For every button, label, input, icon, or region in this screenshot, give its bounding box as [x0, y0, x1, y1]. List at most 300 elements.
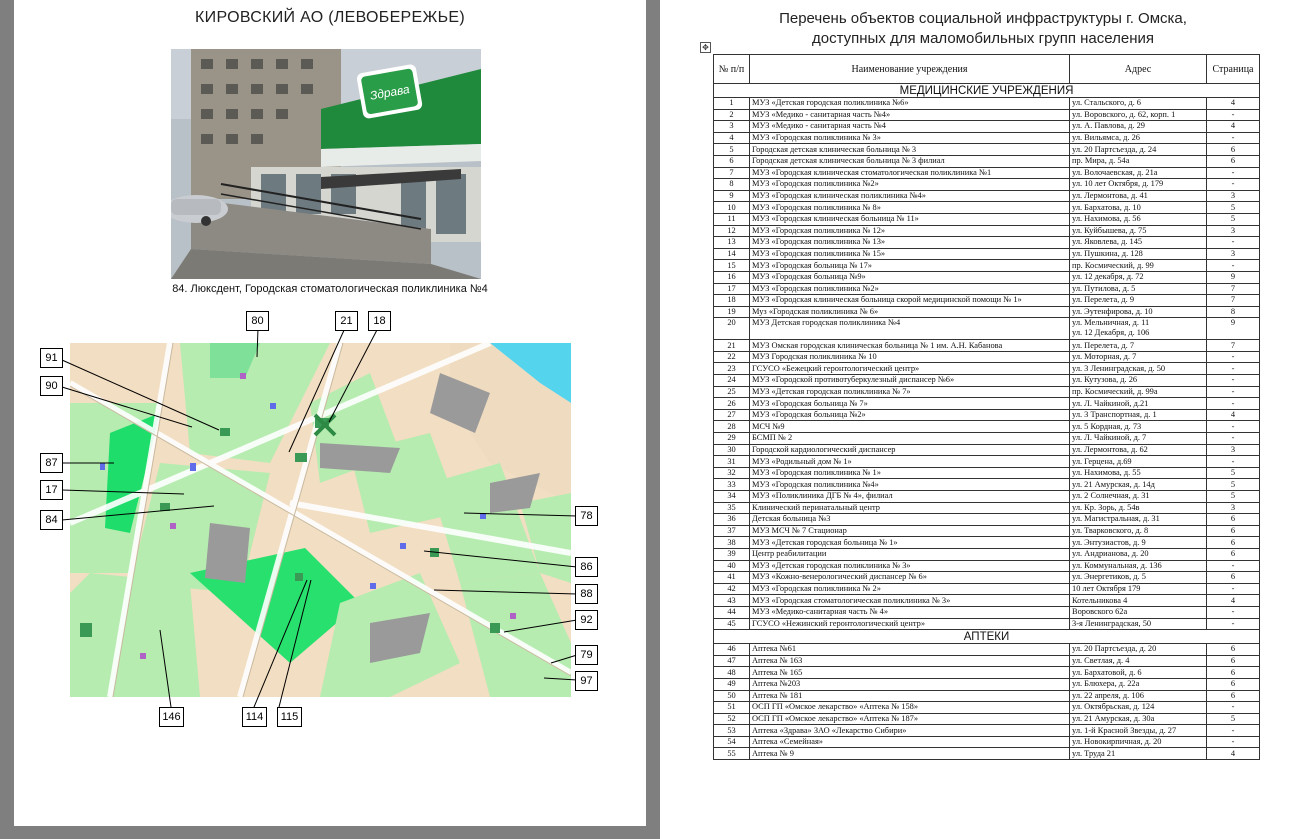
table-row — [714, 583, 1260, 595]
table-row — [714, 202, 1260, 214]
table-row — [714, 514, 1260, 526]
page-ref: 5 — [1207, 202, 1260, 214]
facility-name: МУЗ «Городская клиническая стоматологическая поликлиника №1 — [750, 167, 1070, 179]
caption-text: 84. Люксдент, Городская стоматологическая поликлиника №4 — [172, 283, 488, 295]
row-number: 49 — [714, 678, 750, 690]
facility-address: ул. Светлая, д. 4 — [1070, 655, 1207, 667]
facility-address: ул. Л. Чайкиной, д. 7 — [1070, 433, 1207, 445]
facility-name: МУЗ «Медико - санитарная часть №4» — [750, 109, 1070, 121]
row-number: 3 — [714, 121, 750, 133]
page-ref: - — [1207, 363, 1260, 375]
facility-address: ул. Кр. Зорь, д. 54в — [1070, 502, 1207, 514]
table-row — [714, 502, 1260, 514]
facility-name: МУЗ «Городская поликлиника №2» — [750, 179, 1070, 191]
callout-115: 115 — [277, 707, 302, 727]
row-number: 25 — [714, 386, 750, 398]
facility-address: ул. 1-й Красной Звезды, д. 27 — [1070, 725, 1207, 737]
facility-name: МУЗ «Поликлиника ДГБ № 4», филиал — [750, 491, 1070, 503]
callout-146: 146 — [159, 707, 184, 727]
facility-name: МУЗ «Городская поликлиника № 1» — [750, 467, 1070, 479]
page-ref: 6 — [1207, 144, 1260, 156]
page-ref: 6 — [1207, 678, 1260, 690]
row-number: 2 — [714, 109, 750, 121]
facility-name: Муз «Городская поликлиника № 6» — [750, 306, 1070, 318]
row-number: 34 — [714, 491, 750, 503]
page-ref: 6 — [1207, 525, 1260, 537]
table-row — [714, 318, 1260, 340]
page-ref: 6 — [1207, 644, 1260, 656]
facility-address: ул. Герцена, д.69 — [1070, 456, 1207, 468]
row-number: 15 — [714, 260, 750, 272]
facility-address: пр. Мира, д. 54а — [1070, 155, 1207, 167]
page-ref: 9 — [1207, 271, 1260, 283]
row-number: 17 — [714, 283, 750, 295]
page-ref: 3 — [1207, 502, 1260, 514]
facility-name: МУЗ Детская городская поликлиника №4 — [750, 318, 1070, 340]
callout-78: 78 — [575, 506, 598, 526]
facility-name: Аптека № 165 — [750, 667, 1070, 679]
facility-name: Аптека «Семейная» — [750, 736, 1070, 748]
table-row — [714, 713, 1260, 725]
table-row — [714, 155, 1260, 167]
facility-name: МУЗ «Городская поликлиника № 3» — [750, 132, 1070, 144]
facility-name: Аптека «Здрава» ЗАО «Лекарство Сибири» — [750, 725, 1070, 737]
facility-address: ул. Кутузова, д. 26 — [1070, 375, 1207, 387]
row-number: 8 — [714, 179, 750, 191]
row-number: 55 — [714, 748, 750, 760]
row-number: 52 — [714, 713, 750, 725]
facility-address-line: ул. Мельничная, д. 11 — [1072, 318, 1150, 328]
row-number: 45 — [714, 618, 750, 630]
page-ref: 3 — [1207, 248, 1260, 260]
facility-name: МУЗ «Медико-санитарная часть № 4» — [750, 606, 1070, 618]
facility-address — [1070, 318, 1207, 340]
list-title-line1: Перечень объектов социальной инфраструктуры г. Омска, — [779, 10, 1187, 27]
page-ref: 4 — [1207, 748, 1260, 760]
row-number: 48 — [714, 667, 750, 679]
row-number: 36 — [714, 514, 750, 526]
callout-79: 79 — [575, 645, 598, 665]
page-ref: 4 — [1207, 409, 1260, 421]
page-ref: 3 — [1207, 444, 1260, 456]
facility-name: Аптека №61 — [750, 644, 1070, 656]
table-row — [714, 398, 1260, 410]
page-ref: - — [1207, 433, 1260, 445]
facility-address: ул. Вильямса, д. 26 — [1070, 132, 1207, 144]
facility-address: ул. Бархатовой, д. 6 — [1070, 667, 1207, 679]
facility-name: МУЗ «Детская городская поликлиника № 3» — [750, 560, 1070, 572]
page-ref: - — [1207, 456, 1260, 468]
facility-name: Аптека № 181 — [750, 690, 1070, 702]
section-medical-label: МЕДИЦИНСКИЕ УЧРЕЖДЕНИЯ — [714, 84, 1260, 98]
facility-address: Воровского 62а — [1070, 606, 1207, 618]
row-number: 28 — [714, 421, 750, 433]
row-number: 50 — [714, 690, 750, 702]
row-number: 51 — [714, 702, 750, 714]
facility-name: МУЗ «Городская стоматологическая поликлиника № 3» — [750, 595, 1070, 607]
row-number: 9 — [714, 190, 750, 202]
row-number: 53 — [714, 725, 750, 737]
facility-name: МУЗ «Городская клиническая больница № 11» — [750, 213, 1070, 225]
page-ref: - — [1207, 375, 1260, 387]
facility-address: ул. Яковлева, д. 145 — [1070, 237, 1207, 249]
table-row — [714, 606, 1260, 618]
facility-address: ул. Новокирпичная, д. 20 — [1070, 736, 1207, 748]
facility-name: МУЗ «Кожно-венерологический диспансер № 6» — [750, 572, 1070, 584]
row-number: 4 — [714, 132, 750, 144]
callout-88: 88 — [575, 584, 598, 604]
row-number: 40 — [714, 560, 750, 572]
row-number: 46 — [714, 644, 750, 656]
table-row — [714, 409, 1260, 421]
facility-name: МУЗ «Городская больница №2» — [750, 409, 1070, 421]
facility-address: ул. Путилова, д. 5 — [1070, 283, 1207, 295]
table-row — [714, 179, 1260, 191]
facility-name: МУЗ Омская городская клиническая больница № 1 им. А.Н. Кабанова — [750, 340, 1070, 352]
facility-name: МУЗ «Городская поликлиника № 2» — [750, 583, 1070, 595]
facility-address: ул. Тварковского, д. 8 — [1070, 525, 1207, 537]
callout-86: 86 — [575, 557, 598, 577]
facility-name: ГСУСО «Бежецкий геронтологический центр» — [750, 363, 1070, 375]
facility-address: ул. Волочаевская, д. 21а — [1070, 167, 1207, 179]
row-number: 44 — [714, 606, 750, 618]
table-row — [714, 421, 1260, 433]
facility-address: ул. 5 Кордная, д. 73 — [1070, 421, 1207, 433]
document-page-left — [14, 0, 646, 826]
row-number: 13 — [714, 237, 750, 249]
callout-114: 114 — [242, 707, 267, 727]
table-row — [714, 132, 1260, 144]
district-map[interactable] — [70, 343, 571, 697]
row-number: 11 — [714, 213, 750, 225]
row-number: 31 — [714, 456, 750, 468]
table-row — [714, 225, 1260, 237]
page-ref: 6 — [1207, 548, 1260, 560]
table-row — [714, 548, 1260, 560]
facility-name: Клинический перинатальный центр — [750, 502, 1070, 514]
table-row — [714, 444, 1260, 456]
row-number: 43 — [714, 595, 750, 607]
table-row — [714, 433, 1260, 445]
table-row — [714, 375, 1260, 387]
facility-name: МУЗ «Городская поликлиника № 13» — [750, 237, 1070, 249]
facility-name: МУЗ «Детская городская больница № 1» — [750, 537, 1070, 549]
facility-name: Городской кардиологический диспансер — [750, 444, 1070, 456]
table-row — [714, 525, 1260, 537]
table-row — [714, 306, 1260, 318]
table-row — [714, 340, 1260, 352]
section-row-pharmacy — [714, 630, 1260, 644]
facility-address: ул. Нахимова, д. 56 — [1070, 213, 1207, 225]
table-row — [714, 351, 1260, 363]
row-number: 42 — [714, 583, 750, 595]
row-number: 35 — [714, 502, 750, 514]
table-row — [714, 213, 1260, 225]
table-row — [714, 537, 1260, 549]
facility-name: Городская детская клиническая больница № 3 филиал — [750, 155, 1070, 167]
page-ref: 6 — [1207, 572, 1260, 584]
row-number: 14 — [714, 248, 750, 260]
facilities-table — [713, 54, 1260, 760]
callout-92: 92 — [575, 610, 598, 630]
page-ref: 6 — [1207, 690, 1260, 702]
table-row — [714, 618, 1260, 630]
page-ref: - — [1207, 618, 1260, 630]
facility-address: ул. Андрианова, д. 20 — [1070, 548, 1207, 560]
row-number: 39 — [714, 548, 750, 560]
facility-name: МУЗ «Детская городская поликлиника № 7» — [750, 386, 1070, 398]
page-ref: 5 — [1207, 479, 1260, 491]
row-number: 47 — [714, 655, 750, 667]
callout-80: 80 — [246, 311, 269, 331]
row-number: 6 — [714, 155, 750, 167]
page-ref: 4 — [1207, 98, 1260, 110]
facility-address: ул. Пушкина, д. 128 — [1070, 248, 1207, 260]
facility-address: пр. Космический, д. 99а — [1070, 386, 1207, 398]
facility-name: ГСУСО «Нежинский геронтологический центр» — [750, 618, 1070, 630]
page-ref: 6 — [1207, 514, 1260, 526]
row-number: 24 — [714, 375, 750, 387]
row-number: 21 — [714, 340, 750, 352]
table-row — [714, 690, 1260, 702]
facility-address: ул. Лермонтова, д. 41 — [1070, 190, 1207, 202]
clinic-photo — [171, 49, 481, 279]
facility-name: МУЗ «Городской противотуберкулезный диспансер №6» — [750, 375, 1070, 387]
facility-name: Аптека № 163 — [750, 655, 1070, 667]
row-number: 16 — [714, 271, 750, 283]
callout-97: 97 — [575, 671, 598, 691]
facility-address: ул. Труда 21 — [1070, 748, 1207, 760]
facility-address: ул. Л. Чайкиной, д.21 — [1070, 398, 1207, 410]
facility-address: ул. 22 апреля, д. 106 — [1070, 690, 1207, 702]
facility-name: БСМП № 2 — [750, 433, 1070, 445]
facility-name: Городская детская клиническая больница № 3 — [750, 144, 1070, 156]
row-number: 1 — [714, 98, 750, 110]
row-number: 30 — [714, 444, 750, 456]
facility-address: ул. А. Павлова, д. 29 — [1070, 121, 1207, 133]
facility-address: Котельникова 4 — [1070, 595, 1207, 607]
facility-address: ул. Лермонтова, д. 62 — [1070, 444, 1207, 456]
row-number: 54 — [714, 736, 750, 748]
callout-17: 17 — [40, 480, 63, 500]
table-row — [714, 363, 1260, 375]
facility-name: Центр реабилитации — [750, 548, 1070, 560]
row-number: 20 — [714, 318, 750, 340]
facility-address: ул. Энтузиастов, д. 9 — [1070, 537, 1207, 549]
facility-address: ул. Моторная, д. 7 — [1070, 351, 1207, 363]
table-row — [714, 702, 1260, 714]
callout-18: 18 — [368, 311, 391, 331]
page-ref: 5 — [1207, 713, 1260, 725]
row-number: 5 — [714, 144, 750, 156]
table-row — [714, 283, 1260, 295]
row-number: 10 — [714, 202, 750, 214]
table-row — [714, 595, 1260, 607]
row-number: 22 — [714, 351, 750, 363]
row-number: 7 — [714, 167, 750, 179]
facility-name: Детская больница №3 — [750, 514, 1070, 526]
page-ref: 4 — [1207, 121, 1260, 133]
col-header-page: Страница — [1207, 55, 1260, 84]
facility-address: ул. Воровского, д. 62, корп. 1 — [1070, 109, 1207, 121]
facility-address: ул. Эутенфирова, д. 10 — [1070, 306, 1207, 318]
table-row — [714, 667, 1260, 679]
page-ref: - — [1207, 132, 1260, 144]
facility-address: ул. Магистральная, д. 31 — [1070, 514, 1207, 526]
table-row — [714, 678, 1260, 690]
facility-address: ул. 20 Партсъезда, д. 24 — [1070, 144, 1207, 156]
facility-name: МУЗ «Родильный дом № 1» — [750, 456, 1070, 468]
table-row — [714, 98, 1260, 110]
page-ref: - — [1207, 260, 1260, 272]
page-ref: 3 — [1207, 190, 1260, 202]
table-row — [714, 748, 1260, 760]
callout-84: 84 — [40, 510, 63, 530]
row-number: 19 — [714, 306, 750, 318]
page-ref: - — [1207, 702, 1260, 714]
row-number: 41 — [714, 572, 750, 584]
facility-name: Аптека №203 — [750, 678, 1070, 690]
table-row — [714, 491, 1260, 503]
facility-name: ОСП ГП «Омское лекарство» «Аптека № 187» — [750, 713, 1070, 725]
table-row — [714, 109, 1260, 121]
page-ref: 5 — [1207, 213, 1260, 225]
page-ref: - — [1207, 398, 1260, 410]
table-row — [714, 479, 1260, 491]
callout-91: 91 — [40, 348, 63, 368]
facility-address: ул. Октябрьская, д. 124 — [1070, 702, 1207, 714]
page-ref: 7 — [1207, 295, 1260, 307]
document-page-right — [660, 0, 1306, 839]
photo-sign-text: Здрава — [368, 82, 411, 103]
facility-name: МУЗ «Городская больница №9» — [750, 271, 1070, 283]
facility-address: 3-я Ленинградская, 50 — [1070, 618, 1207, 630]
facility-name: МУЗ Городская поликлиника № 10 — [750, 351, 1070, 363]
row-number: 37 — [714, 525, 750, 537]
page-ref: - — [1207, 736, 1260, 748]
page-ref: - — [1207, 421, 1260, 433]
page-ref: - — [1207, 560, 1260, 572]
page-ref: 5 — [1207, 467, 1260, 479]
table-row — [714, 144, 1260, 156]
page-ref: - — [1207, 179, 1260, 191]
row-number: 23 — [714, 363, 750, 375]
facility-address-line: ул. 12 Декабря, д. 106 — [1072, 328, 1150, 338]
row-number: 18 — [714, 295, 750, 307]
facility-name: МУЗ «Городская поликлиника № 15» — [750, 248, 1070, 260]
facility-name: МУЗ «Городская поликлиника № 8» — [750, 202, 1070, 214]
row-number: 38 — [714, 537, 750, 549]
facility-address: пр. Космический, д. 99 — [1070, 260, 1207, 272]
table-row — [714, 237, 1260, 249]
table-row — [714, 260, 1260, 272]
facility-address: ул. 12 декабря, д. 72 — [1070, 271, 1207, 283]
page-ref: 7 — [1207, 340, 1260, 352]
table-row — [714, 644, 1260, 656]
table-row — [714, 190, 1260, 202]
page-ref: 9 — [1207, 318, 1260, 340]
table-row — [714, 736, 1260, 748]
facility-address: ул. Энергетиков, д. 5 — [1070, 572, 1207, 584]
page-ref: 4 — [1207, 595, 1260, 607]
facility-name: МСЧ №9 — [750, 421, 1070, 433]
table-row — [714, 295, 1260, 307]
page-ref: 6 — [1207, 155, 1260, 167]
facility-address: ул. 20 Партсъезда, д. 20 — [1070, 644, 1207, 656]
facility-name: Аптека № 9 — [750, 748, 1070, 760]
facility-address: ул. 3 Ленинградская, д. 50 — [1070, 363, 1207, 375]
facility-name: МУЗ МСЧ № 7 Стационар — [750, 525, 1070, 537]
table-row — [714, 560, 1260, 572]
list-title-line2: доступных для маломобильных групп населения — [811, 30, 1155, 47]
page-ref: 5 — [1207, 491, 1260, 503]
facility-address: ул. 2 Солнечная, д. 31 — [1070, 491, 1207, 503]
facility-address: ул. Перелета, д. 7 — [1070, 340, 1207, 352]
facility-name: МУЗ «Детская городская поликлиника №6» — [750, 98, 1070, 110]
page-ref: - — [1207, 725, 1260, 737]
table-row — [714, 248, 1260, 260]
facility-address: ул. Нахимова, д. 55 — [1070, 467, 1207, 479]
table-header-row — [714, 55, 1260, 84]
page-ref: 8 — [1207, 306, 1260, 318]
row-number: 26 — [714, 398, 750, 410]
photo-caption — [14, 283, 646, 295]
facility-name: МУЗ «Городская больница № 17» — [750, 260, 1070, 272]
section-pharmacy-label: АПТЕКИ — [714, 630, 1260, 644]
facility-address: ул. Коммунальная, д. 136 — [1070, 560, 1207, 572]
callout-90: 90 — [40, 376, 63, 396]
page-ref: - — [1207, 109, 1260, 121]
page-ref: - — [1207, 386, 1260, 398]
table-row — [714, 725, 1260, 737]
section-row-medical — [714, 84, 1260, 98]
facility-name: ОСП ГП «Омское лекарство» «Аптека № 158» — [750, 702, 1070, 714]
facility-address: ул. 10 лет Октября, д. 179 — [1070, 179, 1207, 191]
page-ref: - — [1207, 606, 1260, 618]
facility-address: ул. Бархатова, д. 10 — [1070, 202, 1207, 214]
list-title — [660, 9, 1306, 49]
row-number: 27 — [714, 409, 750, 421]
col-header-address: Адрес — [1070, 55, 1207, 84]
facility-name: МУЗ «Городская больница № 7» — [750, 398, 1070, 410]
callout-87: 87 — [40, 453, 63, 473]
facility-address: ул. 21 Амурская, д. 14д — [1070, 479, 1207, 491]
page-ref: - — [1207, 167, 1260, 179]
facility-name: МУЗ «Городская клиническая поликлиника №4» — [750, 190, 1070, 202]
facility-name: МУЗ «Городская поликлиника №2» — [750, 283, 1070, 295]
facility-address: ул. 3 Транспортная, д. 1 — [1070, 409, 1207, 421]
district-title: КИРОВСКИЙ АО (ЛЕВОБЕРЕЖЬЕ) — [195, 9, 465, 26]
page-ref: 6 — [1207, 655, 1260, 667]
col-header-name: Наименование учреждения — [750, 55, 1070, 84]
row-number: 12 — [714, 225, 750, 237]
page-ref: 6 — [1207, 537, 1260, 549]
table-row — [714, 121, 1260, 133]
page-ref: - — [1207, 351, 1260, 363]
table-row — [714, 386, 1260, 398]
row-number: 29 — [714, 433, 750, 445]
table-move-handle-icon[interactable]: ✥ — [700, 42, 711, 53]
facility-address: ул. Куйбышева, д. 75 — [1070, 225, 1207, 237]
page-ref: 3 — [1207, 225, 1260, 237]
table-row — [714, 572, 1260, 584]
facility-address: 10 лет Октября 179 — [1070, 583, 1207, 595]
row-number: 33 — [714, 479, 750, 491]
table-row — [714, 271, 1260, 283]
facility-name: МУЗ «Городская клиническая больница скорой медицинской помощи № 1» — [750, 295, 1070, 307]
facility-address: ул. Перелета, д. 9 — [1070, 295, 1207, 307]
facility-address: ул. Стальского, д. 6 — [1070, 98, 1207, 110]
